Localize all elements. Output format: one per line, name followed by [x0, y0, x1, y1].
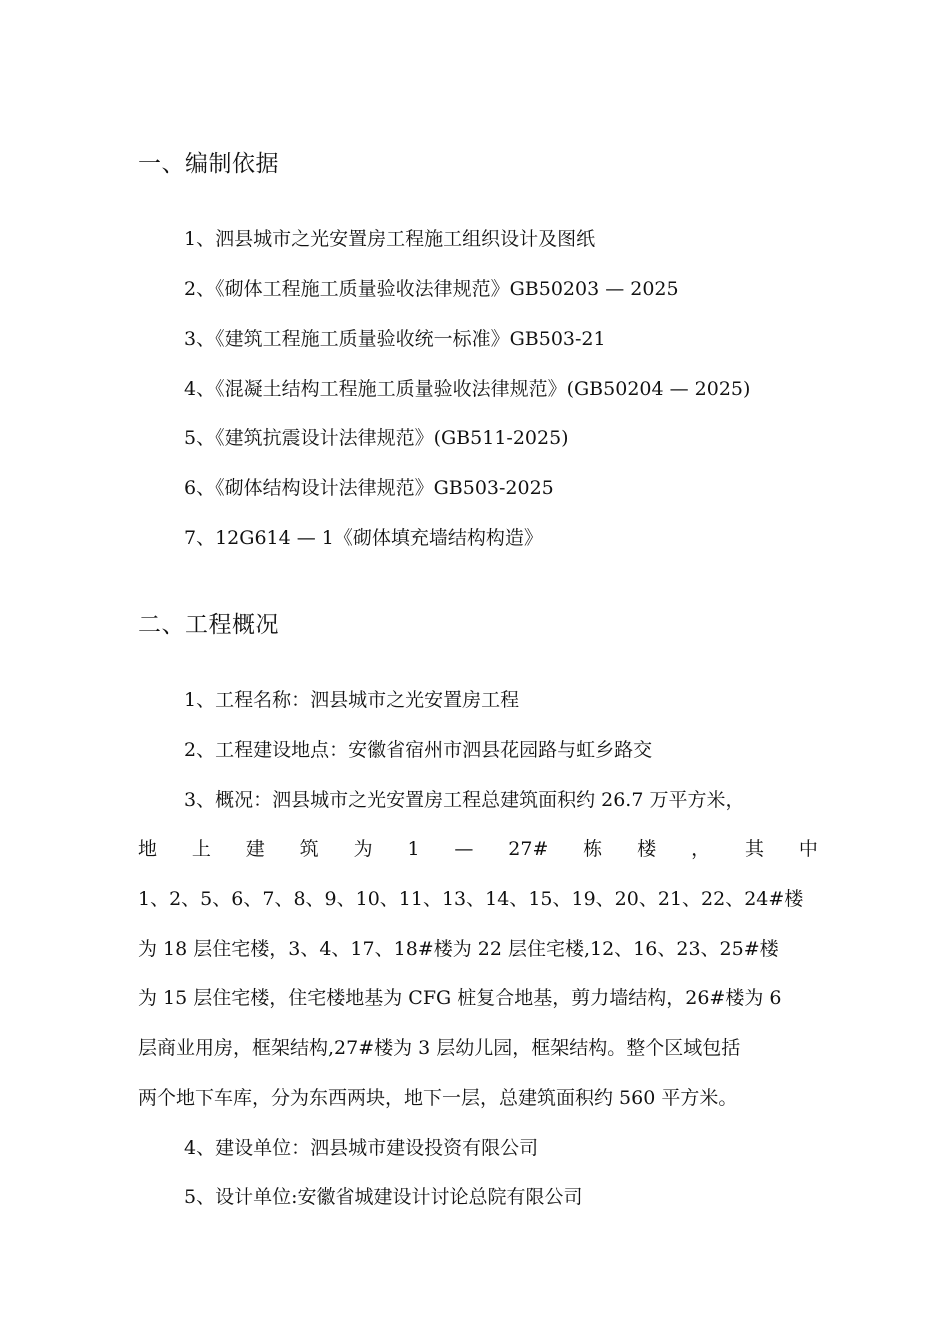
- word: 建: [245, 838, 265, 860]
- overview-item-name: 1、工程名称：泗县城市之光安置房工程: [184, 689, 520, 711]
- basis-item-5: 5、《建筑抗震设计法律规范》(GB511-2025): [184, 427, 569, 449]
- word: 筑: [299, 838, 319, 860]
- overview-summary-line-5: 为 15 层住宅楼，住宅楼地基为 CFG 桩复合地基，剪力墙结构，26#楼为 6: [138, 987, 782, 1009]
- overview-summary-line-2: [138, 835, 818, 863]
- basis-item-1: 1、泗县城市之光安置房工程施工组织设计及图纸: [184, 228, 596, 250]
- basis-item-4: 4、《混凝土结构工程施工质量验收法律规范》(GB50204 — 2025): [184, 378, 751, 400]
- overview-item-owner: 4、建设单位：泗县城市建设投资有限公司: [184, 1137, 539, 1159]
- word: 楼: [637, 838, 657, 860]
- word: 上: [191, 838, 211, 860]
- basis-item-3: 3、《建筑工程施工质量验收统一标准》GB503-21: [184, 328, 606, 350]
- basis-item-2: 2、《砌体工程施工质量验收法律规范》GB50203 — 2025: [184, 278, 679, 300]
- word: —: [454, 838, 474, 860]
- word: 27#: [508, 838, 549, 860]
- word: 为: [353, 838, 373, 860]
- basis-item-6: 6、《砌体结构设计法律规范》GB503-2025: [184, 477, 554, 499]
- word: 其: [744, 838, 764, 860]
- overview-item-designer: 5、设计单位:安徽省城建设计讨论总院有限公司: [184, 1186, 583, 1208]
- overview-summary-line-3: 1、2、5、6、7、8、9、10、11、13、14、15、19、20、21、22、24#楼: [138, 888, 804, 910]
- overview-summary-line-6: 层商业用房，框架结构,27#楼为 3 层幼儿园，框架结构。整个区域包括: [138, 1037, 741, 1059]
- section-heading-basis: 一、编制依据: [138, 151, 279, 177]
- basis-item-7: 7、12G614 — 1《砌体填充墙结构构造》: [184, 527, 543, 549]
- word: ，: [691, 838, 711, 860]
- overview-summary-line-4: 为 18 层住宅楼，3、4、17、18#楼为 22 层住宅楼,12、16、23、25#楼: [138, 938, 779, 960]
- word: 栋: [583, 838, 603, 860]
- overview-summary-line-1: 3、概况：泗县城市之光安置房工程总建筑面积约 26.7 万平方米，: [184, 789, 745, 811]
- word: 中: [798, 838, 818, 860]
- section-heading-overview: 二、工程概况: [138, 612, 279, 638]
- word: 1: [407, 838, 420, 860]
- overview-item-location: 2、工程建设地点：安徽省宿州市泗县花园路与虹乡路交: [184, 739, 653, 761]
- word: 地: [138, 838, 158, 860]
- overview-summary-line-7: 两个地下车库，分为东西两块，地下一层，总建筑面积约 560 平方米。: [138, 1087, 738, 1109]
